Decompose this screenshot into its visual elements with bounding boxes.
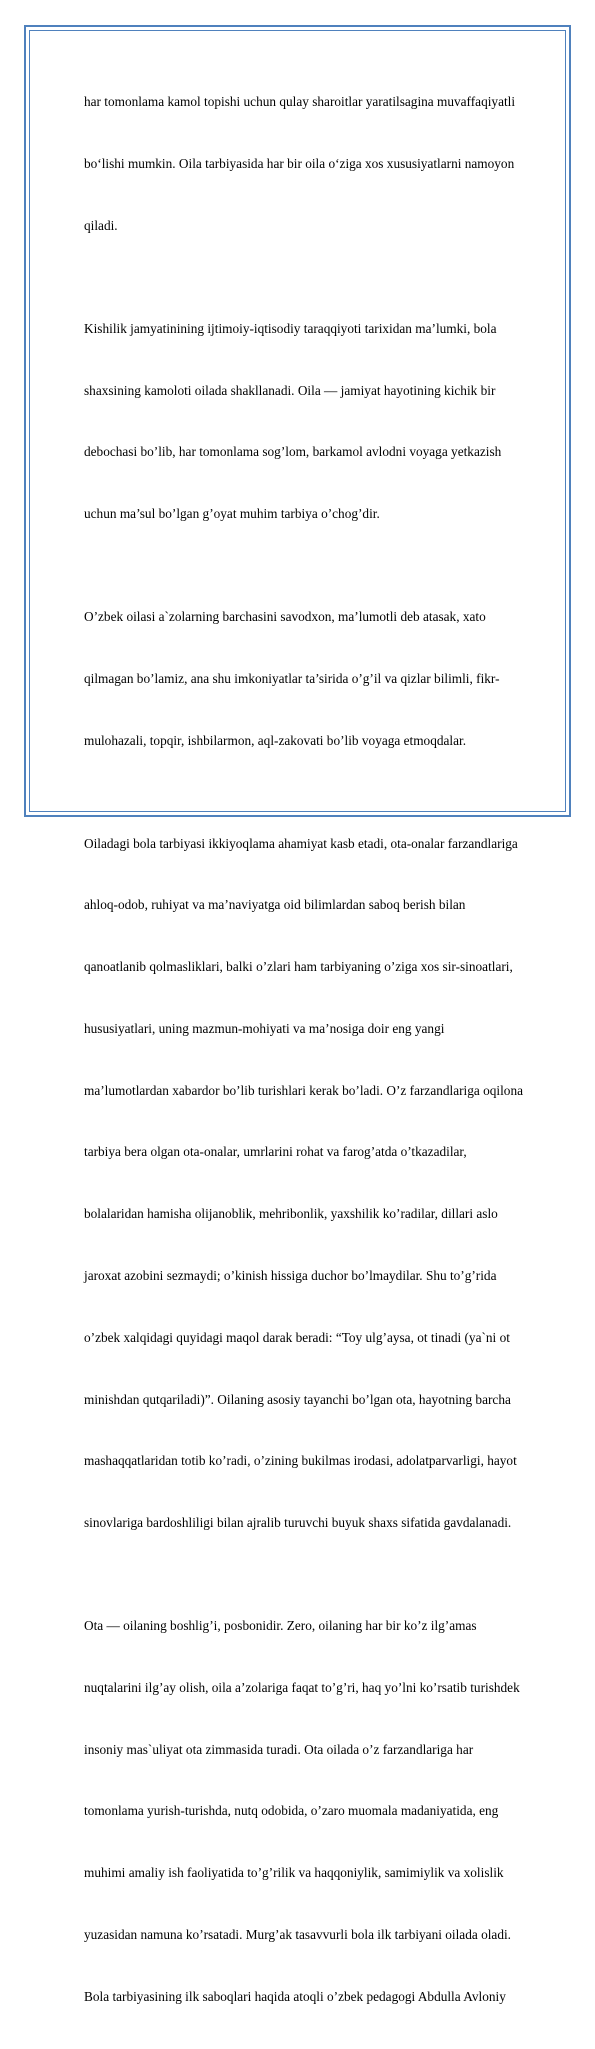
text-line: mulohazali, topqir, ishbilarmon, aql-zakovati bo’lib voyaga etmoqdalar. bbox=[84, 732, 467, 748]
text-line: jaroxat azobini sezmaydi; o’kinish hissiga duchor bo’lmaydilar. Shu to’g’rida bbox=[84, 1268, 497, 1284]
text-line: sinovlariga bardoshliligi bilan ajralib turuvchi buyuk shaxs sifatida gavdalanadi. bbox=[84, 1515, 512, 1531]
text-line: qilmagan bo’lamiz, ana shu imkoniyatlar ta’sirida o’g’il va qizlar bilimli, fikr- bbox=[84, 670, 500, 686]
text-line: ma’lumotlardan xabardor bo’lib turishlari kerak bo’ladi. O’z farzandlariga oqilona bbox=[84, 1082, 523, 1098]
text-line: mashaqqatlaridan totib ko’radi, o’zining bukilmas irodasi, adolatparvarligi, hayot bbox=[84, 1453, 517, 1469]
text-line: qiladi. bbox=[84, 217, 118, 233]
paragraph bbox=[84, 51, 554, 278]
text-line: Kishilik jamyatinining ijtimoiy-iqtisodiy taraqqiyoti tarixidan ma’lumki, bola bbox=[84, 320, 497, 336]
text-line: o’zbek xalqidagi quyidagi maqol darak beradi: “Toy ulg’aysa, ot tinadi (ya`ni ot bbox=[84, 1329, 510, 1345]
text-line: tomonlama yurish-turishda, nutq odobida, o’zaro muomala madaniyatida, eng bbox=[84, 1803, 499, 1819]
text-line: tarbiya bera olgan ota-onalar, umrlarini rohat va farog’atda o’tkazadilar, bbox=[84, 1144, 467, 1160]
text-line: yuzasidan namuna ko’rsatadi. Murg’ak tasavvurli bola ilk tarbiyani oilada oladi. bbox=[84, 1927, 511, 1943]
text-line: minishdan qutqariladi)”. Oilaning asosiy tayanchi bo’lgan ota, hayotning barcha bbox=[84, 1391, 511, 1407]
text-line: muhimi amaliy ish faoliyatida to’g’rilik va haqqoniylik, samimiylik va xolislik bbox=[84, 1865, 504, 1881]
paragraph bbox=[84, 278, 554, 566]
text-line: hususiyatlari, uning mazmun-mohiyati va ma’nosiga doir eng yangi bbox=[84, 1020, 445, 1036]
text-line: shaxsining kamoloti oilada shakllanadi. Oila — jamiyat hayotining kichik bir bbox=[84, 382, 496, 398]
text-line: insoniy mas`uliyat ota zimmasida turadi. Ota oilada o’z farzandlariga har bbox=[84, 1741, 474, 1757]
paragraph bbox=[84, 566, 554, 793]
text-line: Ota — oilaning boshlig’i, posbonidir. Zero, oilaning har bir ko’z ilg’amas bbox=[84, 1618, 477, 1634]
text-line: Oiladagi bola tarbiyasi ikkiyoqlama ahamiyat kasb etadi, ota-onalar farzandlariga bbox=[84, 835, 518, 851]
text-line: har tomonlama kamol topishi uchun qulay sharoitlar yaratilsagina muvaffaqiyatli bbox=[84, 94, 516, 110]
paragraph bbox=[84, 792, 554, 1575]
text-line: uchun ma’sul bo’lgan g’oyat muhim tarbiya o’chog’dir. bbox=[84, 506, 380, 522]
text-line: Bola tarbiyasining ilk saboqlari haqida atoqli o’zbek pedagogi Abdulla Avloniy bbox=[84, 1988, 506, 2004]
text-line: debochasi bo’lib, har tomonlama sog’lom, barkamol avlodni voyaga yetkazish bbox=[84, 444, 502, 460]
text-line: nuqtalarini ilg’ay olish, oila a’zolariga faqat to’g’ri, haq yo’lni ko’rsatib turishdek bbox=[84, 1679, 520, 1695]
text-line: qanoatlanib qolmasliklari, balki o’zlari ham tarbiyaning o’ziga xos sir-sinoatlari, bbox=[84, 959, 513, 975]
text-line: O’zbek oilasi a`zolarning barchasini savodxon, ma’lumotli deb atasak, xato bbox=[84, 609, 486, 625]
text-line: ahloq-odob, ruhiyat va ma’naviyatga oid bilimlardan saboq berish bilan bbox=[84, 897, 466, 913]
document-body bbox=[84, 51, 554, 2049]
text-line: bolalaridan hamisha olijanoblik, mehribonlik, yaxshilik ko’radilar, dillari aslo bbox=[84, 1206, 498, 1222]
paragraph bbox=[84, 1575, 554, 2049]
text-line: bo‘lishi mumkin. Oila tarbiyasida har bir oila o‘ziga xos xususiyatlarni namoyon bbox=[84, 155, 515, 171]
